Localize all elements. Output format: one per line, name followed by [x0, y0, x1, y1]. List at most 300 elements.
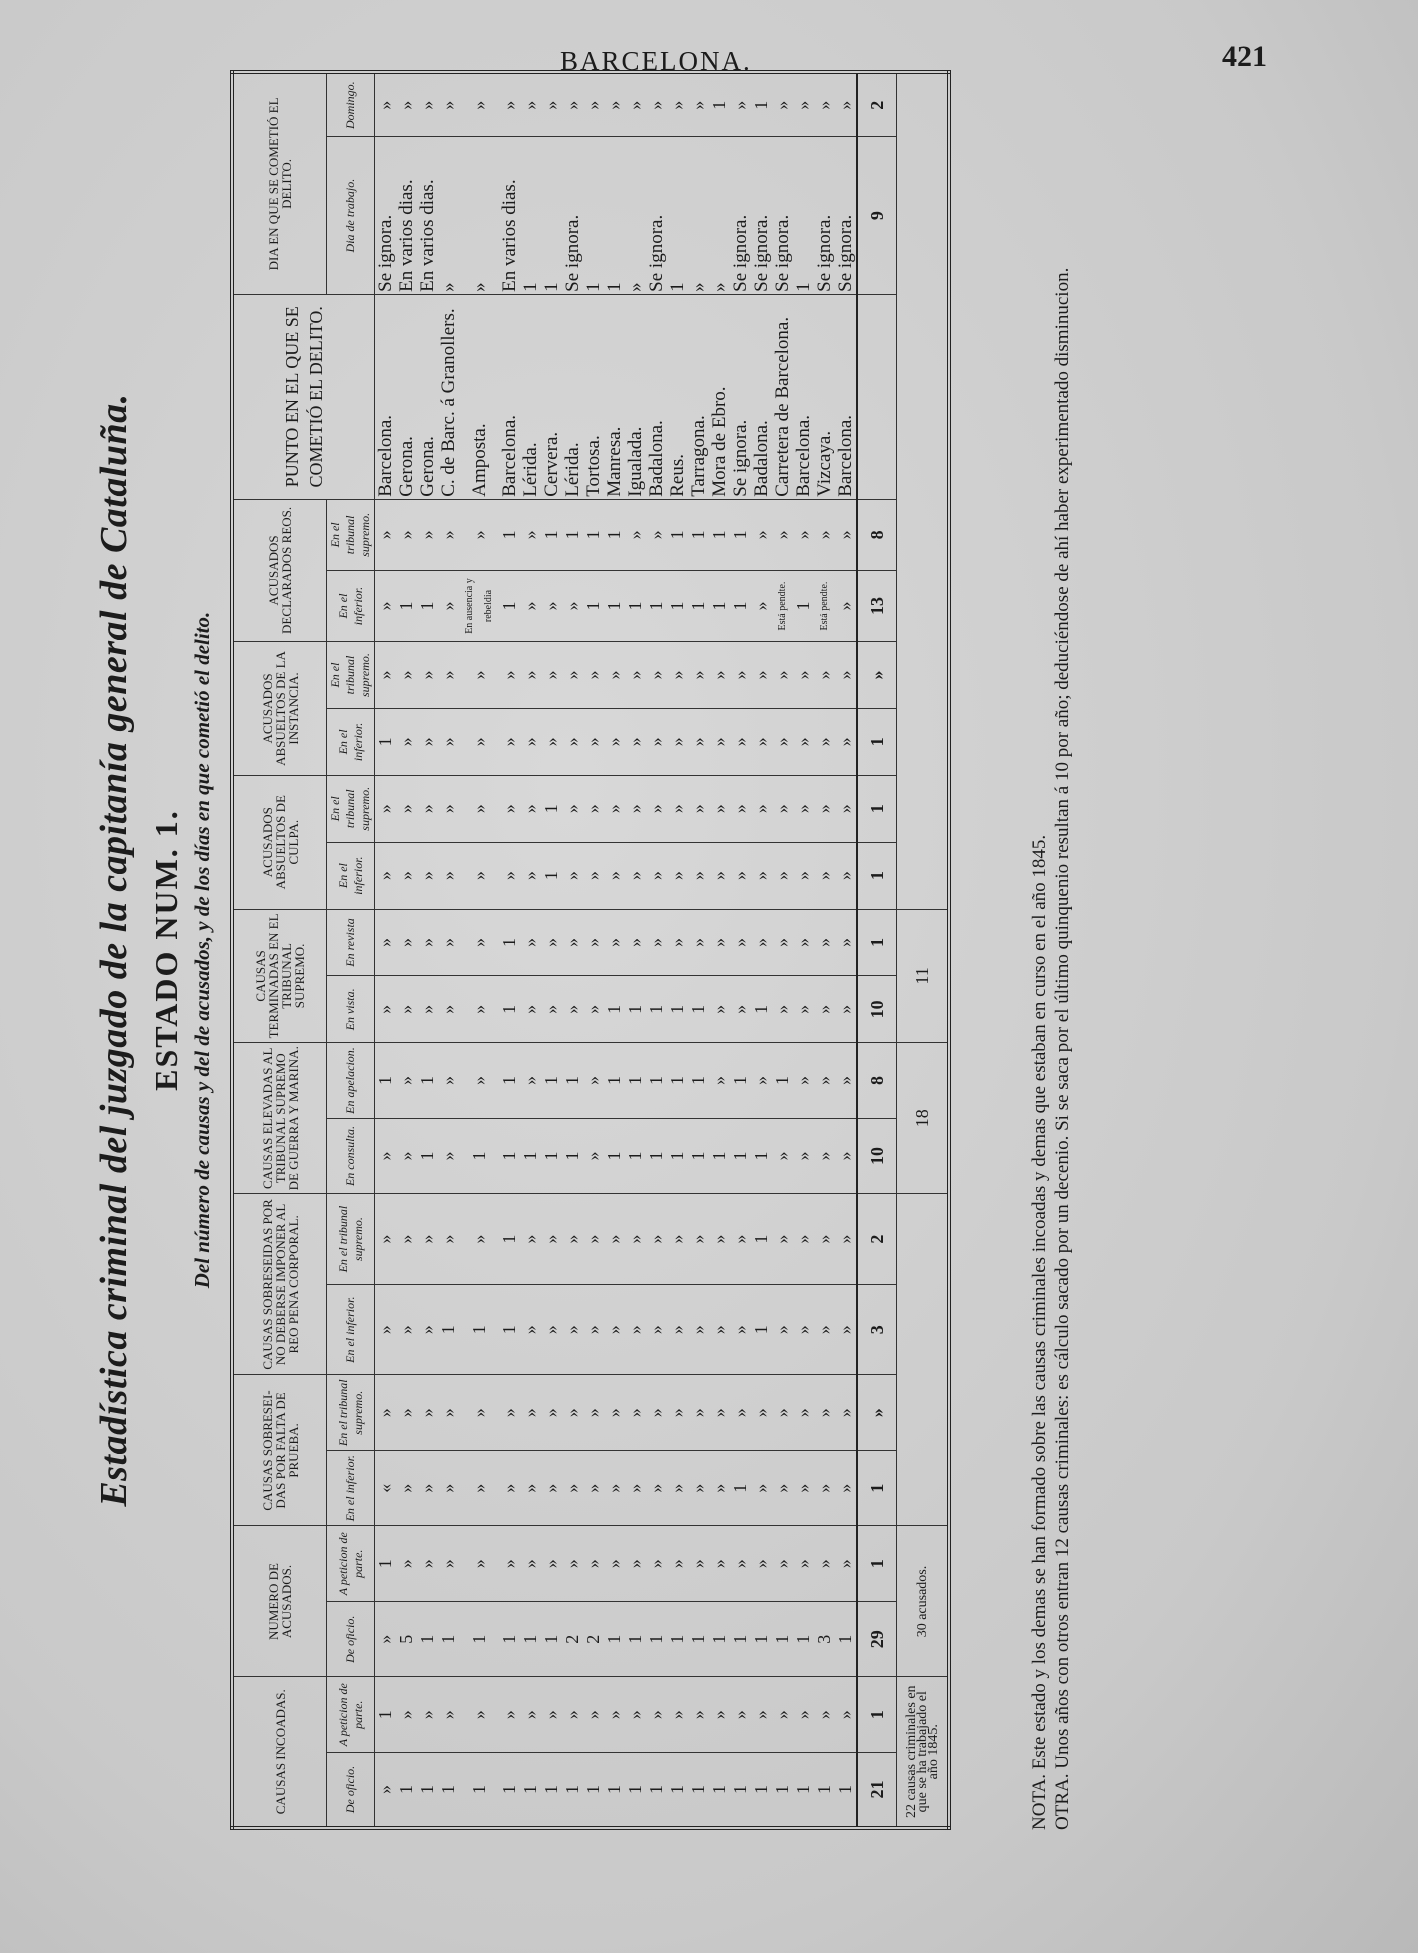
table-cell: 1: [751, 72, 772, 137]
table-cell: »: [835, 1284, 857, 1375]
table-cell: »: [814, 842, 835, 909]
table-cell: »: [499, 775, 520, 842]
sub-en-tribunal: En el tribunal supremo.: [327, 775, 375, 842]
table-cell: 1: [562, 1118, 583, 1194]
table-cell: »: [604, 72, 625, 137]
table-cell: »: [396, 1526, 417, 1602]
table-cell: »: [583, 1451, 604, 1527]
table-cell: Reus.: [667, 294, 688, 499]
table-cell: 1: [520, 1118, 541, 1194]
table-cell: »: [772, 842, 793, 909]
grand-total-terminadas: 11: [897, 909, 950, 1043]
total-cell: 10: [857, 976, 897, 1043]
table-cell: »: [730, 642, 751, 709]
col-reos: ACUSADOS DECLARADOS REOS.: [232, 499, 327, 641]
table-cell: »: [396, 1118, 417, 1194]
table-cell: »: [459, 1194, 499, 1285]
table-cell: »: [646, 72, 667, 137]
total-cell-blank: [857, 294, 897, 499]
table-cell: »: [709, 842, 730, 909]
table-cell: 1: [541, 775, 562, 842]
table-cell: »: [438, 1194, 459, 1285]
table-cell: En ausencia y rebeldia: [459, 570, 499, 641]
table-cell: »: [499, 1375, 520, 1451]
table-cell: »: [604, 708, 625, 775]
table-cell: »: [793, 775, 814, 842]
table-cell: »: [438, 976, 459, 1043]
table-cell: »: [667, 1451, 688, 1527]
table-title: Estadística criminal del juzgado de la capitanía general de Cataluña.: [93, 393, 135, 1507]
table-cell: 1: [751, 1284, 772, 1375]
table-cell: 1: [541, 1043, 562, 1119]
sub-en-apelacion: En apelacion.: [327, 1043, 375, 1119]
table-cell: »: [835, 1677, 857, 1753]
table-cell: »: [396, 72, 417, 137]
table-cell: 1: [499, 1118, 520, 1194]
table-cell: »: [541, 976, 562, 1043]
sub-a-peticion: A peticion de parte.: [327, 1677, 375, 1753]
table-row: [709, 72, 730, 1828]
table-cell: »: [730, 72, 751, 137]
table-cell: »: [499, 1451, 520, 1527]
table-cell: »: [646, 1284, 667, 1375]
table-cell: »: [625, 642, 646, 709]
table-cell: 1: [793, 1753, 814, 1829]
table-cell: »: [562, 72, 583, 137]
table-cell: »: [688, 1677, 709, 1753]
sub-en-inferior: En el inferior.: [327, 842, 375, 909]
table-cell: 1: [667, 570, 688, 641]
table-cell: 1: [793, 570, 814, 641]
table-cell: »: [625, 775, 646, 842]
table-cell: »: [730, 775, 751, 842]
table-cell: »: [751, 499, 772, 570]
table-cell: »: [814, 909, 835, 976]
table-cell: »: [814, 499, 835, 570]
table-cell: 1: [499, 1284, 520, 1375]
table-cell: »: [751, 570, 772, 641]
table-cell: 1: [583, 137, 604, 294]
table-cell: »: [814, 1375, 835, 1451]
table-cell: »: [459, 708, 499, 775]
table-cell: »: [709, 909, 730, 976]
col-dia: DIA EN QUE SE COMETIÓ EL DELITO.: [232, 72, 327, 294]
table-row: [562, 72, 583, 1828]
table-cell: »: [625, 137, 646, 294]
table-cell: »: [459, 1677, 499, 1753]
table-cell: 1: [499, 1194, 520, 1285]
table-cell: Lérida.: [520, 294, 541, 499]
table-cell: »: [814, 1451, 835, 1527]
table-cell: »: [396, 1375, 417, 1451]
table-cell: »: [459, 1451, 499, 1527]
table-cell: »: [520, 72, 541, 137]
table-cell: »: [520, 1194, 541, 1285]
table-cell: »: [667, 1677, 688, 1753]
table-cell: »: [541, 72, 562, 137]
total-cell: 1: [857, 909, 897, 976]
table-cell: »: [646, 842, 667, 909]
note-otra: OTRA. Unos años con otros entran 12 causas criminales: es cálculo sacado por un decenio. Si se saca por el último quinquenio resultan á 10 por año; deduciéndose de ahí haber experimentado disminucion.: [1052, 267, 1073, 1830]
table-cell: »: [730, 708, 751, 775]
table-cell: »: [375, 642, 397, 709]
table-cell: »: [814, 1284, 835, 1375]
table-cell: »: [541, 570, 562, 641]
table-cell: 1: [499, 976, 520, 1043]
table-cell: »: [646, 708, 667, 775]
table-cell: »: [709, 1194, 730, 1285]
table-cell: »: [751, 842, 772, 909]
table-cell: Está pendte.: [772, 570, 793, 641]
table-cell: »: [583, 775, 604, 842]
table-cell: »: [772, 1118, 793, 1194]
table-cell: 1: [751, 1602, 772, 1678]
table-cell: »: [459, 976, 499, 1043]
table-cell: »: [541, 909, 562, 976]
table-cell: »: [438, 72, 459, 137]
table-cell: »: [835, 842, 857, 909]
table-cell: »: [709, 1526, 730, 1602]
table-cell: »: [646, 499, 667, 570]
table-cell: 1: [730, 499, 751, 570]
table-cell: »: [793, 909, 814, 976]
table-cell: 1: [793, 1602, 814, 1678]
table-cell: »: [583, 1677, 604, 1753]
total-cell: »: [857, 1375, 897, 1451]
table-cell: Barcelona.: [835, 294, 857, 499]
table-cell: 1: [667, 1043, 688, 1119]
table-cell: »: [375, 909, 397, 976]
sub-de-oficio: De oficio.: [327, 1602, 375, 1678]
table-row: [459, 72, 499, 1828]
table-cell: »: [459, 499, 499, 570]
table-cell: »: [604, 1677, 625, 1753]
table-cell: »: [459, 642, 499, 709]
sub-en-inferior: En el inferior.: [327, 1451, 375, 1527]
table-cell: »: [730, 842, 751, 909]
table-cell: 1: [417, 1602, 438, 1678]
table-cell: »: [772, 775, 793, 842]
table-cell: »: [772, 1677, 793, 1753]
table-cell: 1: [709, 1602, 730, 1678]
table-cell: »: [520, 842, 541, 909]
table-row: [583, 72, 604, 1828]
notes: [1028, 90, 1074, 1830]
table-cell: »: [835, 1451, 857, 1527]
table-cell: 1: [667, 1118, 688, 1194]
table-cell: »: [396, 1043, 417, 1119]
table-cell: »: [751, 1043, 772, 1119]
table-cell: »: [520, 1451, 541, 1527]
table-row: [667, 72, 688, 1828]
table-cell: »: [667, 1194, 688, 1285]
table-cell: Barcelona.: [499, 294, 520, 499]
table-cell: C. de Barc. á Granollers.: [438, 294, 459, 499]
total-cell: 8: [857, 499, 897, 570]
table-cell: »: [835, 72, 857, 137]
table-cell: »: [646, 1526, 667, 1602]
table-cell: Gerona.: [417, 294, 438, 499]
col-terminadas: CAUSAS TERMINADAS EN EL TRIBUNAL SUPREMO.: [232, 909, 327, 1043]
table-cell: »: [583, 1194, 604, 1285]
table-cell: »: [562, 642, 583, 709]
table-cell: »: [520, 1677, 541, 1753]
table-cell: 1: [667, 976, 688, 1043]
table-cell: »: [835, 909, 857, 976]
table-cell: »: [562, 976, 583, 1043]
total-cell: 1: [857, 1677, 897, 1753]
table-cell: 1: [541, 499, 562, 570]
table-cell: »: [814, 708, 835, 775]
table-cell: 1: [541, 1602, 562, 1678]
table-cell: 1: [688, 499, 709, 570]
table-cell: »: [417, 499, 438, 570]
table-cell: 1: [417, 1118, 438, 1194]
table-cell: 1: [625, 1602, 646, 1678]
table-cell: 1: [499, 1602, 520, 1678]
table-cell: »: [772, 642, 793, 709]
table-cell: 1: [772, 1602, 793, 1678]
table-cell: »: [814, 976, 835, 1043]
col-culpa: ACUSADOS ABSUELTOS DE CULPA.: [232, 775, 327, 909]
table-cell: 1: [625, 1043, 646, 1119]
table-cell: 1: [417, 570, 438, 641]
table-cell: »: [709, 708, 730, 775]
table-cell: «: [375, 1451, 397, 1527]
table-cell: »: [417, 1194, 438, 1285]
table-cell: »: [793, 1451, 814, 1527]
table-cell: »: [583, 1284, 604, 1375]
table-row: [541, 72, 562, 1828]
table-cell: 1: [730, 570, 751, 641]
table-cell: 3: [814, 1602, 835, 1678]
table-cell: 1: [604, 1043, 625, 1119]
table-cell: »: [604, 1451, 625, 1527]
table-cell: »: [730, 1194, 751, 1285]
table-cell: »: [375, 1118, 397, 1194]
table-cell: »: [772, 708, 793, 775]
table-cell: »: [417, 1526, 438, 1602]
table-cell: »: [730, 1526, 751, 1602]
table-cell: Se ignora.: [375, 137, 397, 294]
table-cell: »: [667, 775, 688, 842]
table-cell: »: [751, 1451, 772, 1527]
table-cell: »: [583, 909, 604, 976]
table-cell: »: [646, 775, 667, 842]
table-cell: Igualada.: [625, 294, 646, 499]
table-cell: 1: [625, 976, 646, 1043]
table-cell: 1: [772, 1753, 793, 1829]
table-cell: »: [459, 775, 499, 842]
sub-en-tribunal: En el tribunal supremo.: [327, 642, 375, 709]
table-cell: »: [730, 1375, 751, 1451]
table-cell: »: [459, 1526, 499, 1602]
table-cell: »: [459, 1043, 499, 1119]
totals-row: [857, 72, 897, 1828]
table-cell: »: [396, 976, 417, 1043]
table-cell: »: [667, 909, 688, 976]
table-cell: 1: [438, 1602, 459, 1678]
table-cell: 2: [583, 1602, 604, 1678]
table-cell: »: [417, 642, 438, 709]
table-cell: »: [583, 1043, 604, 1119]
table-row: [730, 72, 751, 1828]
table-cell: »: [793, 842, 814, 909]
table-cell: »: [438, 1375, 459, 1451]
table-cell: »: [688, 708, 709, 775]
table-cell: »: [835, 499, 857, 570]
table-cell: 1: [499, 1043, 520, 1119]
table-cell: »: [562, 909, 583, 976]
table-cell: »: [688, 72, 709, 137]
table-cell: 1: [625, 570, 646, 641]
table-cell: »: [730, 1284, 751, 1375]
table-cell: »: [541, 1677, 562, 1753]
table-cell: »: [709, 1451, 730, 1527]
sub-domingo: Domingo.: [327, 72, 375, 137]
table-cell: »: [646, 642, 667, 709]
table-cell: 1: [625, 1118, 646, 1194]
table-cell: »: [688, 642, 709, 709]
table-cell: »: [541, 1194, 562, 1285]
table-cell: »: [604, 642, 625, 709]
table-cell: »: [814, 1526, 835, 1602]
table-cell: »: [375, 775, 397, 842]
table-cell: 1: [459, 1118, 499, 1194]
table-cell: »: [793, 1118, 814, 1194]
table-cell: 1: [646, 1118, 667, 1194]
table-cell: En varios dias.: [499, 137, 520, 294]
table-cell: »: [625, 842, 646, 909]
table-cell: »: [772, 1194, 793, 1285]
table-row: [751, 72, 772, 1828]
table-cell: »: [375, 1375, 397, 1451]
table-row: [520, 72, 541, 1828]
table-cell: »: [772, 909, 793, 976]
table-cell: Tarragona.: [688, 294, 709, 499]
table-cell: »: [772, 1526, 793, 1602]
table-cell: »: [499, 72, 520, 137]
table-cell: Se ignora.: [730, 137, 751, 294]
table-cell: 1: [688, 1753, 709, 1829]
total-cell: 13: [857, 570, 897, 641]
table-cell: »: [459, 1375, 499, 1451]
sub-en-inferior: En el inferior.: [327, 708, 375, 775]
table-cell: 1: [499, 570, 520, 641]
table-cell: »: [688, 1194, 709, 1285]
col-elevadas: CAUSAS ELEVADAS AL TRIBUNAL SUPREMO DE GUERRA Y MARINA.: [232, 1043, 327, 1194]
table-cell: »: [438, 708, 459, 775]
table-cell: »: [583, 1375, 604, 1451]
table-cell: »: [396, 708, 417, 775]
table-row: [814, 72, 835, 1828]
table-cell: »: [751, 642, 772, 709]
table-cell: »: [583, 72, 604, 137]
table-cell: »: [835, 1526, 857, 1602]
table-cell: En varios dias.: [396, 137, 417, 294]
table-cell: »: [667, 842, 688, 909]
table-cell: »: [814, 642, 835, 709]
table-cell: 1: [438, 1753, 459, 1829]
table-row: [499, 72, 520, 1828]
table-cell: Se ignora.: [772, 137, 793, 294]
table-cell: 1: [417, 1043, 438, 1119]
table-cell: »: [562, 570, 583, 641]
table-cell: »: [520, 909, 541, 976]
table-cell: »: [417, 1451, 438, 1527]
table-cell: Manresa.: [604, 294, 625, 499]
table-cell: »: [814, 775, 835, 842]
table-cell: 1: [751, 1118, 772, 1194]
table-cell: »: [604, 775, 625, 842]
table-cell: 1: [375, 708, 397, 775]
table-cell: »: [814, 72, 835, 137]
table-cell: »: [520, 1043, 541, 1119]
col-acusados: NUMERO DE ACUSADOS.: [232, 1526, 327, 1677]
table-cell: »: [520, 570, 541, 641]
table-cell: Badalona.: [751, 294, 772, 499]
table-cell: »: [835, 1043, 857, 1119]
table-row: [396, 72, 417, 1828]
table-cell: »: [835, 708, 857, 775]
table-cell: »: [793, 976, 814, 1043]
table-row: [688, 72, 709, 1828]
table-cell: »: [646, 1375, 667, 1451]
sub-en-vista: En vista.: [327, 976, 375, 1043]
table-cell: »: [396, 642, 417, 709]
col-no-pena: CAUSAS SOBRESEIDAS POR NO DEBERSE IMPONER AL REO PENA CORPORAL.: [232, 1194, 327, 1375]
table-cell: »: [438, 642, 459, 709]
table-cell: 1: [709, 570, 730, 641]
table-cell: »: [396, 775, 417, 842]
table-cell: »: [814, 1043, 835, 1119]
table-cell: »: [667, 1284, 688, 1375]
table-cell: Mora de Ebro.: [709, 294, 730, 499]
table-cell: »: [772, 499, 793, 570]
table-cell: 1: [604, 499, 625, 570]
table-cell: »: [541, 708, 562, 775]
table-cell: 1: [541, 1753, 562, 1829]
total-cell: 1: [857, 775, 897, 842]
table-cell: 1: [688, 570, 709, 641]
table-cell: »: [562, 1194, 583, 1285]
table-cell: »: [417, 708, 438, 775]
table-cell: 1: [793, 137, 814, 294]
table-cell: »: [583, 1118, 604, 1194]
table-cell: »: [583, 642, 604, 709]
sub-en-inferior: En el inferior.: [327, 570, 375, 641]
table-cell: »: [459, 842, 499, 909]
table-row: [438, 72, 459, 1828]
table-cell: 1: [667, 499, 688, 570]
table-cell: 1: [667, 1753, 688, 1829]
table-cell: »: [751, 1526, 772, 1602]
table-cell: »: [646, 1194, 667, 1285]
table-cell: Se ignora.: [751, 137, 772, 294]
table-cell: Tortosa.: [583, 294, 604, 499]
table-cell: »: [375, 1194, 397, 1285]
table-cell: »: [459, 72, 499, 137]
table-cell: »: [604, 1284, 625, 1375]
sub-en-tribunal: En el tribunal supremo.: [327, 499, 375, 570]
table-cell: 1: [583, 570, 604, 641]
table-cell: 1: [751, 1753, 772, 1829]
total-cell: 1: [857, 1451, 897, 1527]
table-cell: »: [499, 708, 520, 775]
table-cell: »: [562, 1284, 583, 1375]
table-cell: »: [499, 1677, 520, 1753]
table-cell: »: [583, 976, 604, 1043]
